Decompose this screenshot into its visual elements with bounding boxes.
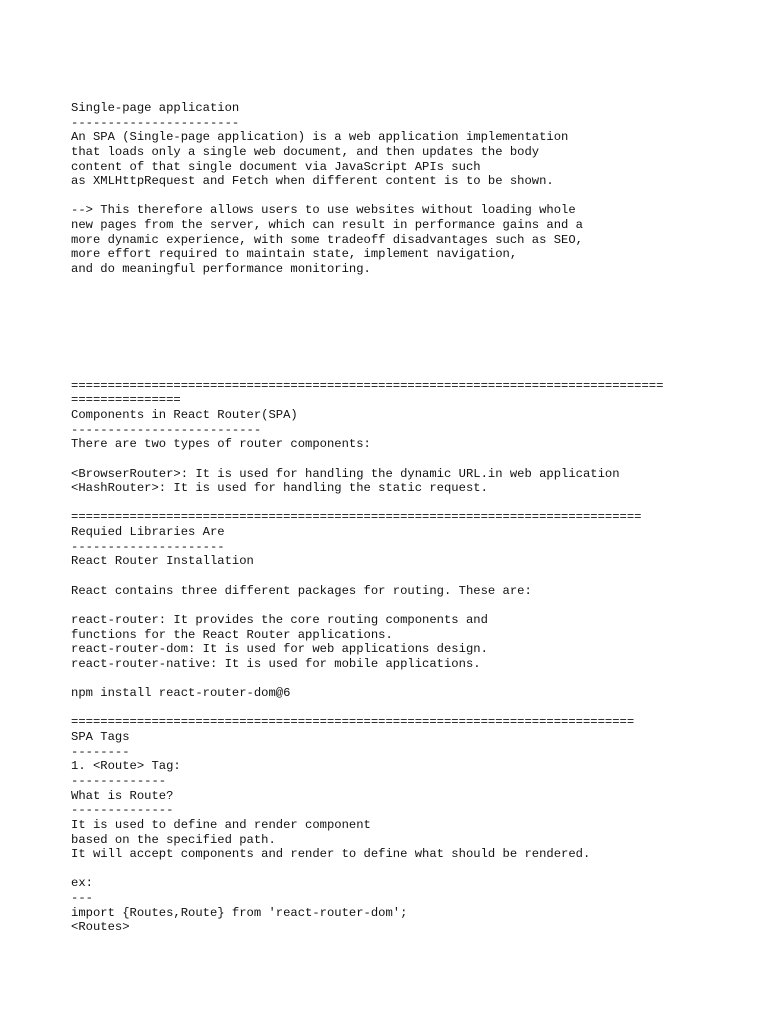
spa-benefits-line: --> This therefore allows users to use websites without loading whole	[71, 203, 576, 218]
section-separator: =============================================================================	[71, 715, 635, 730]
tags-heading-underline: --------	[71, 744, 130, 759]
components-heading: Components in React Router(SPA)	[71, 407, 298, 422]
code-line: import {Routes,Route} from 'react-router-dom';	[71, 905, 408, 920]
installation-subheading: React Router Installation	[71, 554, 254, 569]
spa-definition-line: as XMLHttpRequest and Fetch when different content is to be shown.	[71, 174, 554, 189]
blank-line	[71, 598, 761, 613]
route-question: What is Route?	[71, 788, 174, 803]
blank-line	[71, 862, 761, 877]
spa-benefits-line: more dynamic experience, with some tradeoff disadvantages such as SEO,	[71, 232, 583, 247]
install-command: npm install react-router-dom@6	[71, 686, 291, 701]
spa-definition-line: An SPA (Single-page application) is a web application implementation	[71, 130, 569, 145]
spa-heading: Single-page application	[71, 101, 240, 115]
blank-line	[71, 672, 761, 687]
example-label: ex:	[71, 876, 93, 891]
blank-line	[71, 496, 761, 511]
blank-space	[71, 277, 761, 379]
blank-line	[71, 569, 761, 584]
spa-benefits-line: new pages from the server, which can result in performance gains and a	[71, 218, 583, 233]
package-line: react-router-dom: It is used for web applications design.	[71, 642, 488, 657]
blank-line	[71, 189, 761, 204]
components-heading-underline: --------------------------	[71, 422, 262, 437]
route-question-underline: --------------	[71, 803, 174, 818]
route-description-line: based on the specified path.	[71, 832, 276, 847]
section-separator: ==============================================================================	[71, 510, 642, 525]
section-separator-wrap: ===============	[71, 393, 181, 408]
section-separator: =================================================================================	[71, 378, 664, 393]
spa-benefits-line: and do meaningful performance monitoring.	[71, 262, 371, 277]
spa-benefits-line: more effort required to maintain state, implement navigation,	[71, 247, 518, 262]
code-line: <Routes>	[71, 920, 130, 935]
router-component-item: <BrowserRouter>: It is used for handling the dynamic URL.in web application	[71, 466, 620, 481]
packages-intro: React contains three different packages for routing. These are:	[71, 583, 532, 598]
spa-heading-underline: -----------------------	[71, 115, 240, 130]
example-underline: ---	[71, 891, 93, 906]
package-line: functions for the React Router applications.	[71, 627, 393, 642]
libraries-heading-underline: ---------------------	[71, 539, 225, 554]
route-description-line: It is used to define and render component	[71, 817, 371, 832]
route-tag-heading: 1. <Route> Tag:	[71, 759, 181, 774]
router-component-item: <HashRouter>: It is used for handling the static request.	[71, 481, 488, 496]
tags-heading: SPA Tags	[71, 730, 130, 745]
libraries-heading: Requied Libraries Are	[71, 525, 225, 540]
package-line: react-router-native: It is used for mobile applications.	[71, 656, 481, 671]
route-description-line: It will accept components and render to define what should be rendered.	[71, 847, 591, 862]
spa-definition-line: that loads only a single web document, and then updates the body	[71, 144, 540, 159]
route-tag-underline: -------------	[71, 773, 167, 788]
package-line: react-router: It provides the core routing components and	[71, 612, 488, 627]
blank-line	[71, 452, 761, 467]
document-body	[71, 101, 761, 935]
blank-line	[71, 701, 761, 716]
components-intro: There are two types of router components:	[71, 437, 371, 452]
spa-definition-line: content of that single document via JavaScript APIs such	[71, 159, 481, 174]
